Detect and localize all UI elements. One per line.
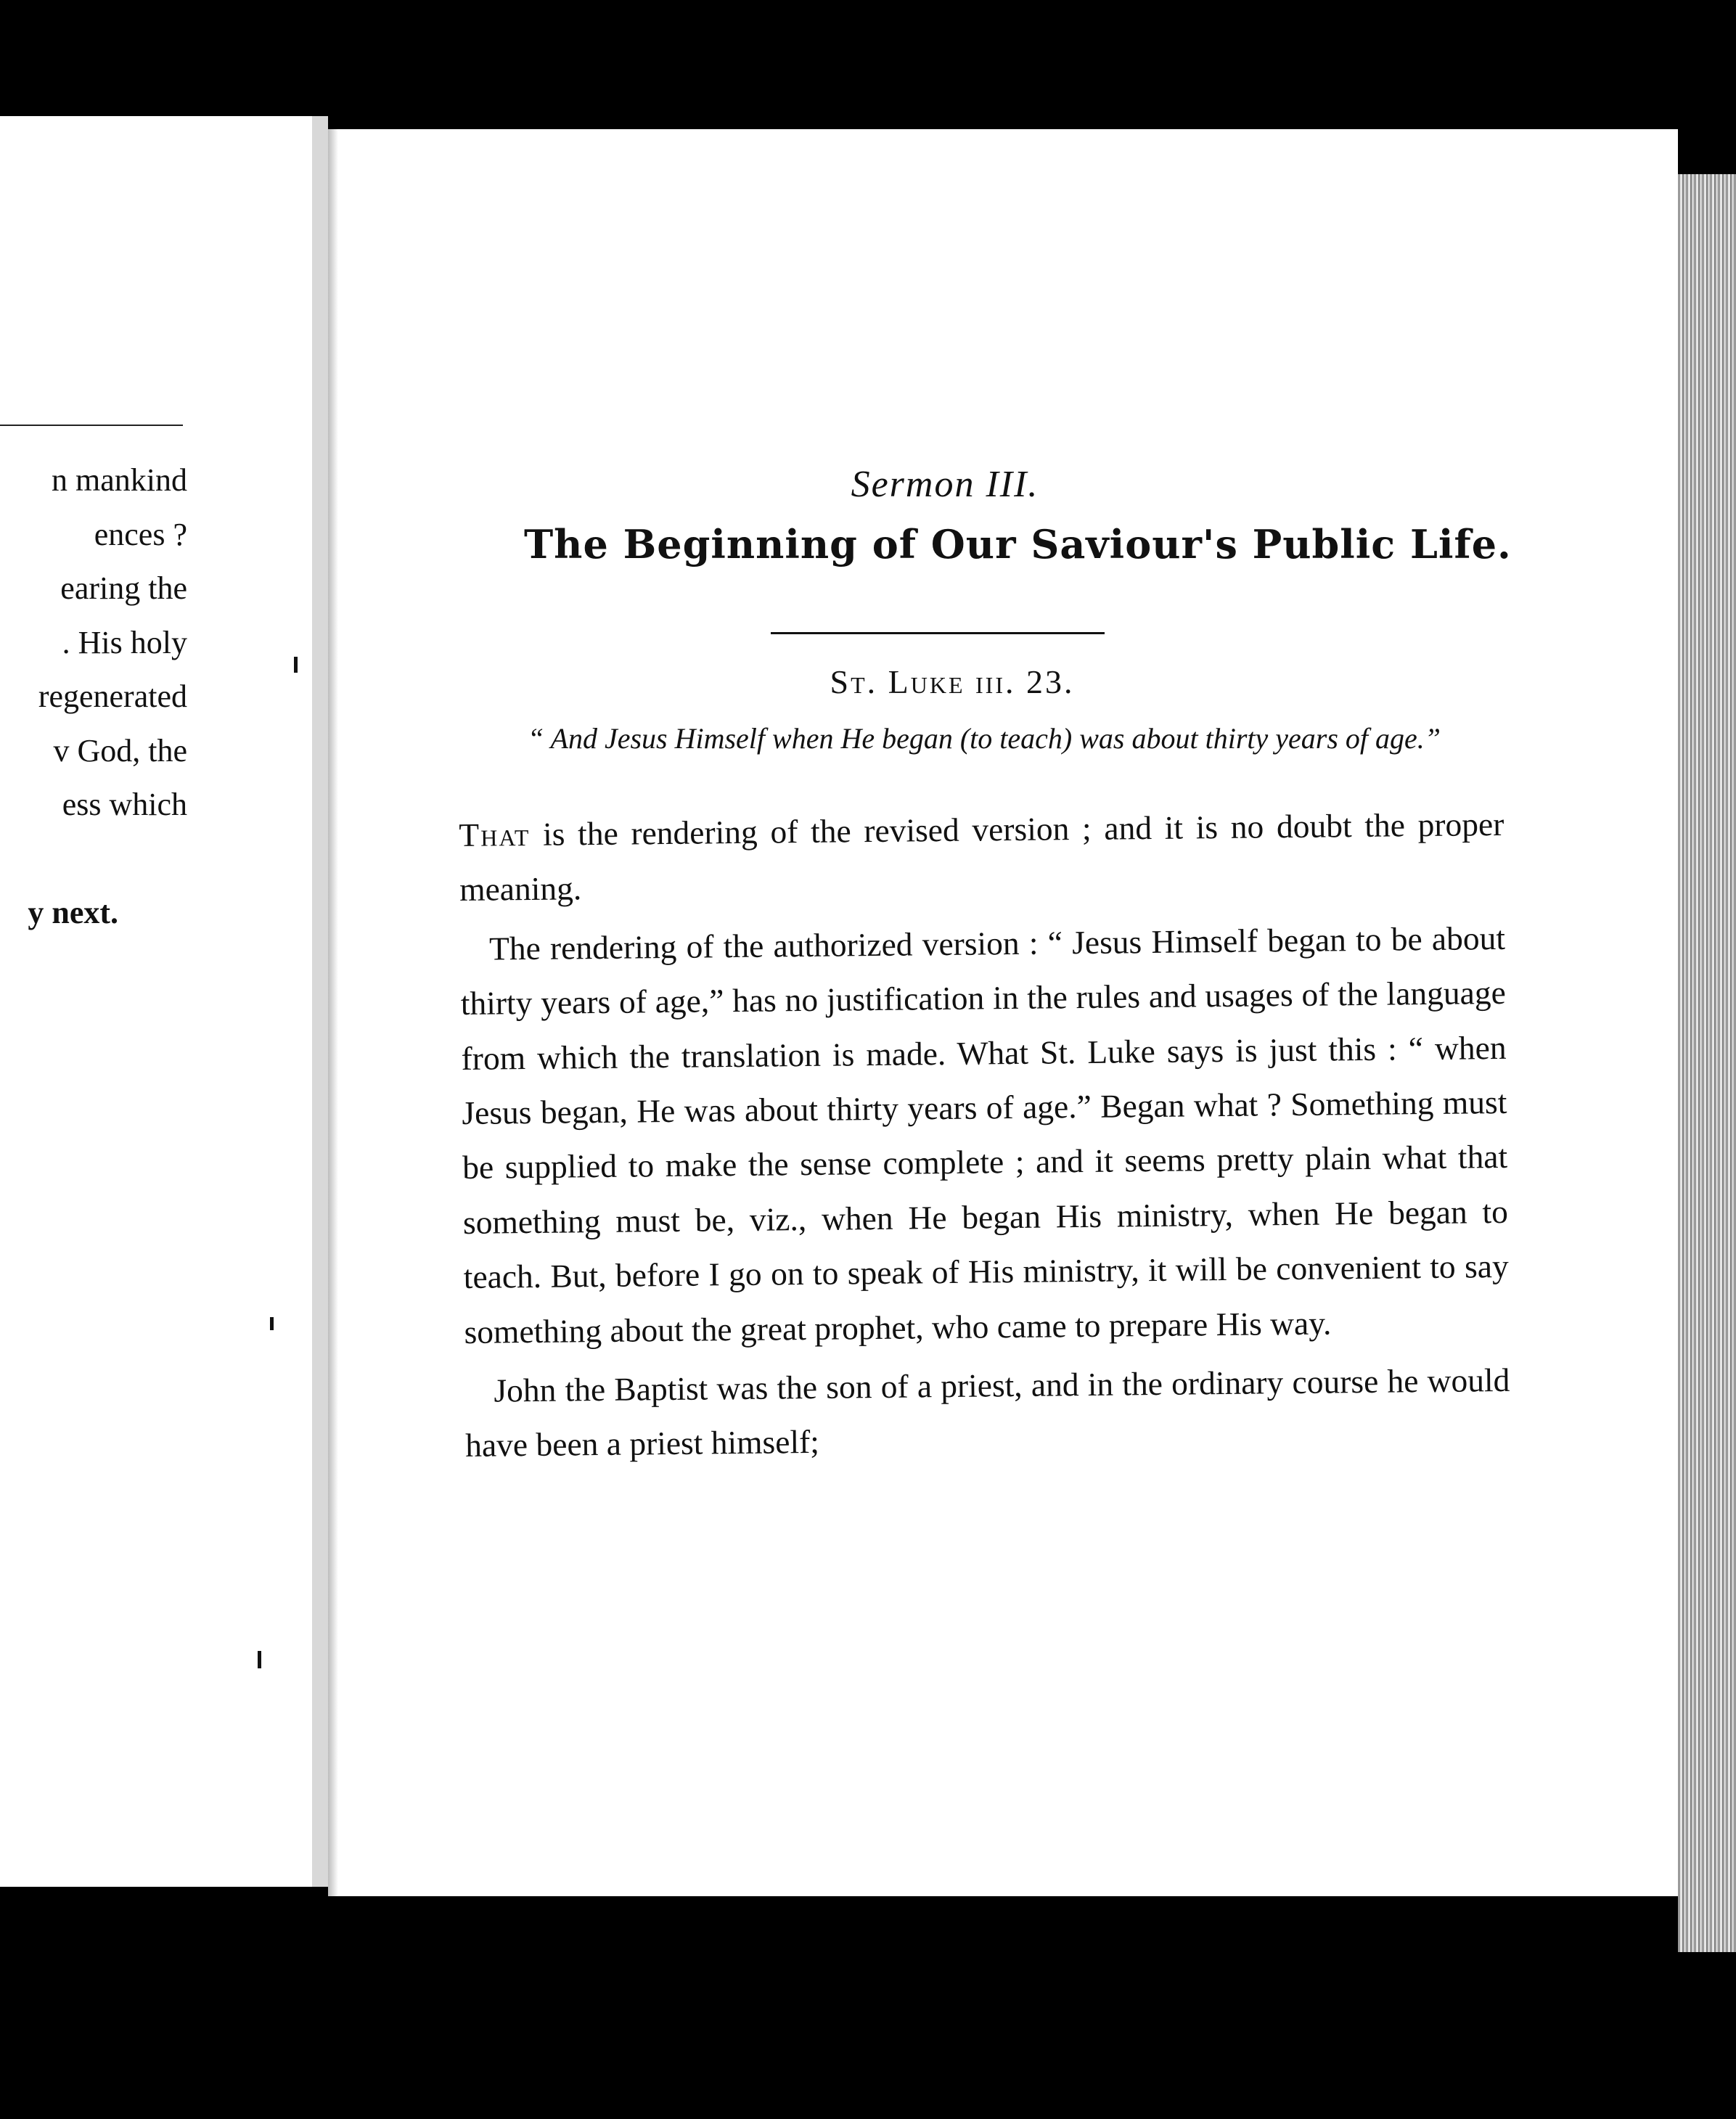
paragraph-lead-word: That: [459, 815, 531, 853]
sermon-number: Sermon III.: [851, 464, 1039, 505]
paragraph: John the Baptist was the son of a priest, and in the ordinary course he would have been a priest himself;: [464, 1361, 1510, 1464]
page-edges: [1678, 174, 1736, 1952]
scripture-reference: St. Luke iii. 23.: [830, 663, 1075, 700]
paragraph: The rendering of the authorized version : “ Jesus Himself began to be about thirty years of age,” has no justification in the rules and usages of the language from which the translation is made. What St. Luke says is just this : “ when Jesus began, He was about thirty years of age.” Began what ? Something must be supplied to make the sense complete ; and it seems pretty plain what that something must be, viz., when He began His ministry, when He began to teach. But, before I go on to speak of His ministry, it will be convenient to say something about the great prophet, who came to prepare His way.: [460, 919, 1509, 1350]
left-page-text: [28, 454, 187, 940]
paragraph-text: is the rendering of the revised version ; and it is no doubt the proper meaning.: [459, 805, 1504, 909]
left-page: [0, 116, 328, 1887]
paragraph: [459, 797, 1505, 917]
spine-mark: [270, 1317, 274, 1330]
left-last-line: y next.: [28, 894, 118, 930]
left-line: regenerated: [38, 679, 187, 714]
sermon-body: [459, 797, 1511, 1473]
left-line: earing the: [60, 570, 187, 606]
epigraph-quote: “ And Jesus Himself when He began (to teach) was about thirty years of age.”: [528, 722, 1441, 755]
left-line: ences ?: [94, 516, 187, 552]
spine-mark: [258, 1651, 261, 1668]
sermon-title: The Beginning of Our Saviour's Public Life.: [524, 521, 1512, 567]
title-rule: [771, 632, 1105, 634]
left-line: ess which: [62, 787, 187, 822]
gutter-shadow: [328, 129, 338, 1896]
left-line: n mankind: [52, 462, 187, 498]
spine-mark: [294, 657, 298, 673]
right-page: [328, 129, 1678, 1896]
left-line: v God, the: [53, 732, 187, 769]
left-page-rule: [0, 425, 183, 426]
left-line: . His holy: [62, 624, 187, 660]
